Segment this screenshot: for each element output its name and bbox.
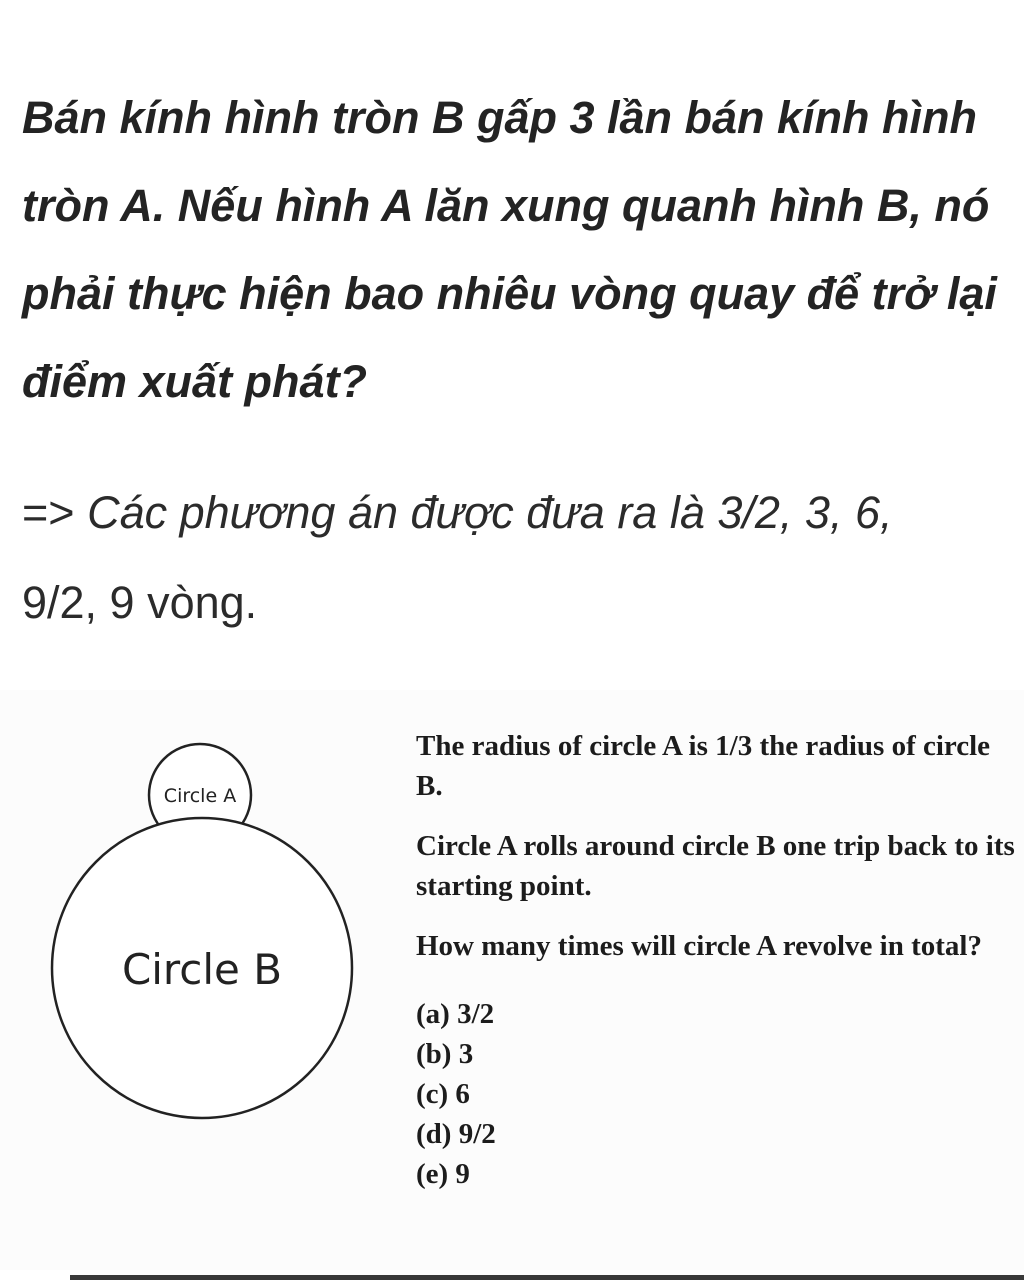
- choice-c: (c) 6: [416, 1078, 470, 1110]
- options-note-tail: 9/2, 9 vòng.: [22, 577, 258, 628]
- figure-panel: [0, 690, 1024, 1270]
- problem-line-rolls: Circle A rolls around circle B one trip back to its starting point.: [416, 830, 1015, 902]
- choice-e: (e) 9: [416, 1158, 470, 1190]
- arrow-symbol: =>: [22, 487, 75, 538]
- choice-d: (d) 9/2: [416, 1118, 496, 1150]
- circle-a-label: Circle A: [163, 785, 237, 807]
- answer-choices: [416, 994, 1016, 1194]
- choice-b: (b) 3: [416, 1038, 474, 1070]
- problem-statement: [416, 726, 1016, 1194]
- circles-diagram: [30, 710, 370, 1130]
- options-note: [22, 468, 1012, 648]
- circle-b-label: Circle B: [121, 945, 283, 994]
- choice-a: (a) 3/2: [416, 998, 495, 1030]
- question-text: Bán kính hình tròn B gấp 3 lần bán kính hình tròn A. Nếu hình A lăn xung quanh hình B, nó phải thực hiện bao nhiêu vòng quay để trở lại điểm xuất phát?: [22, 92, 997, 407]
- bottom-divider: [70, 1275, 1024, 1280]
- problem-line-question: How many times will circle A revolve in total?: [416, 930, 982, 962]
- problem-line-radius: The radius of circle A is 1/3 the radius of circle B.: [416, 730, 991, 802]
- options-note-text: Các phương án được đưa ra là 3/2, 3, 6,: [87, 487, 893, 538]
